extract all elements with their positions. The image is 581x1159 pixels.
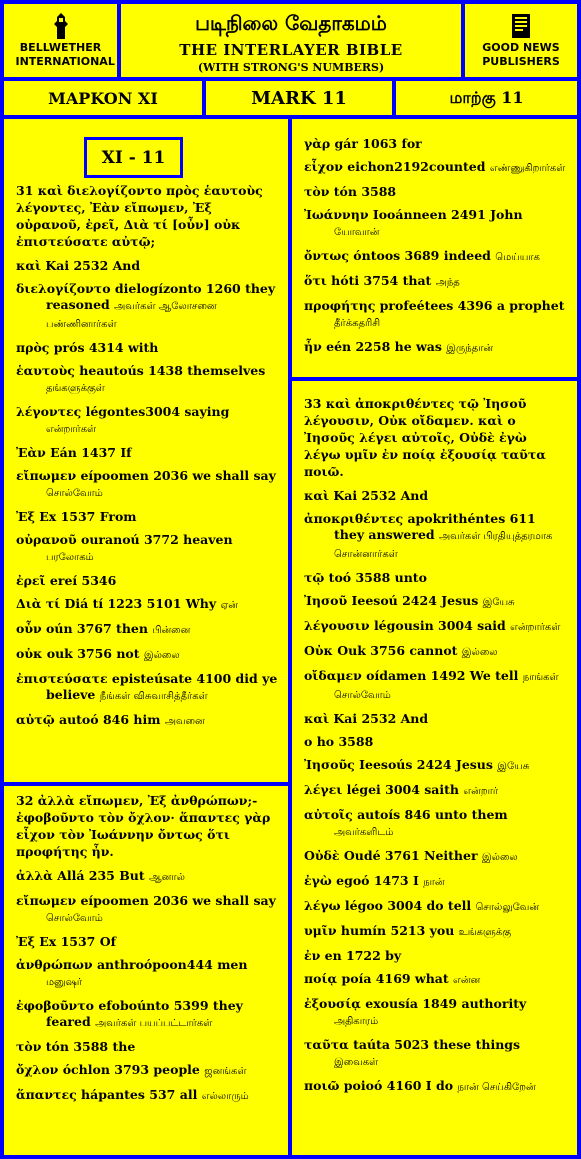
interlinear-entry bbox=[304, 782, 567, 800]
interlinear-entry bbox=[16, 363, 278, 397]
tamil-gloss: பின்னை bbox=[152, 625, 191, 636]
title-english: THE INTERLAYER BIBLE bbox=[179, 41, 403, 59]
tamil-gloss: மெய்யாக bbox=[495, 252, 540, 263]
english-gloss: légei 3004 saith bbox=[346, 782, 460, 797]
english-gloss: apokrithéntes 611 they answered bbox=[334, 511, 536, 542]
greek-word: ταῦτα bbox=[304, 1037, 349, 1052]
greek-word: Ἰησοῦς bbox=[304, 757, 355, 772]
tamil-gloss: இல்லை bbox=[481, 852, 518, 863]
greek-word: ο bbox=[304, 734, 313, 749]
greek-word: εἶχον bbox=[304, 159, 343, 174]
greek-word: λέγουσιν bbox=[304, 618, 370, 633]
tamil-gloss: அவர்கள் பயப்பட்டார்கள் bbox=[95, 1018, 213, 1029]
english-gloss: óntoos 3689 indeed bbox=[353, 248, 491, 263]
tamil-gloss: இருந்தான் bbox=[446, 343, 494, 354]
english-gloss: eípoomen 2036 we shall say bbox=[80, 893, 276, 908]
tamil-gloss: அவர்கள் பிரதியுத்தரமாக சொன்னார்கள் bbox=[334, 531, 553, 560]
book-english: MARK 11 bbox=[206, 81, 392, 115]
entries-list-33 bbox=[304, 488, 567, 1096]
greek-word: Διὰ τί bbox=[16, 596, 61, 611]
interlinear-entry bbox=[16, 468, 278, 502]
greek-word: ὅτι bbox=[304, 273, 327, 288]
greek-word: ἐφοβοῦντο bbox=[16, 998, 94, 1013]
tamil-gloss: என்றார்கள் bbox=[46, 424, 97, 435]
entries-list-32 bbox=[16, 868, 278, 1105]
english-gloss: oún 3767 then bbox=[46, 621, 148, 636]
interlinear-entry bbox=[304, 1078, 567, 1096]
greek-word: ἀλλὰ bbox=[16, 868, 53, 883]
interlinear-entry bbox=[304, 711, 567, 727]
interlinear-entry bbox=[16, 893, 278, 927]
english-gloss: Iooánneen 2491 John bbox=[372, 207, 523, 222]
english-gloss: óchlon 3793 people bbox=[62, 1062, 200, 1077]
interlinear-entry bbox=[16, 934, 278, 950]
english-gloss: heautoús 1438 themselves bbox=[79, 363, 266, 378]
greek-word: γὰρ bbox=[304, 136, 331, 151]
tamil-gloss: இல்லை bbox=[143, 650, 180, 661]
interlinear-entry bbox=[16, 573, 278, 589]
interlinear-entry bbox=[304, 848, 567, 866]
english-gloss: dielogízonto 1260 they reasoned bbox=[46, 281, 276, 312]
greek-word: οὐρανοῦ bbox=[16, 532, 77, 547]
english-gloss: légoo 3004 do tell bbox=[344, 898, 472, 913]
left-bottom-panel bbox=[4, 786, 288, 1155]
greek-word: τὸν bbox=[304, 184, 330, 199]
english-gloss: gár 1063 for bbox=[334, 136, 422, 151]
tamil-gloss: என்ன bbox=[453, 975, 481, 986]
english-gloss: eén 2258 he was bbox=[326, 339, 442, 354]
greek-word: ἐπιστεύσατε bbox=[16, 671, 108, 686]
interlinear-entry bbox=[304, 757, 567, 775]
english-gloss: exousía 1849 authority bbox=[365, 996, 527, 1011]
english-gloss: tón 3588 bbox=[333, 184, 397, 199]
tamil-gloss: இவைகள் bbox=[334, 1057, 379, 1068]
interlinear-entry bbox=[304, 248, 567, 266]
left-logo-text: BELLWETHER INTERNATIONAL bbox=[15, 41, 115, 68]
greek-word: αὐτῷ bbox=[16, 712, 55, 727]
interlinear-entry bbox=[304, 570, 567, 586]
english-gloss: hóti 3754 that bbox=[331, 273, 432, 288]
tamil-gloss: எண்ணுகிறார்கள் bbox=[489, 163, 566, 174]
chapter-label: XI - 11 bbox=[87, 140, 180, 175]
greek-word: ἑαυτοὺς bbox=[16, 363, 75, 378]
title-tamil: படிநிலை வேதாகமம் bbox=[195, 11, 387, 35]
interlinear-entry bbox=[16, 281, 278, 333]
greek-word: εἴπωμεν bbox=[16, 468, 77, 483]
interlinear-entry bbox=[16, 532, 278, 566]
greek-word: ἅπαντες bbox=[16, 1087, 77, 1102]
interlinear-entry bbox=[16, 671, 278, 705]
interlinear-entry bbox=[16, 957, 278, 991]
greek-word: Ἐξ bbox=[16, 509, 35, 524]
english-gloss: episteúsate 4100 did ye believe bbox=[46, 671, 278, 702]
tamil-gloss: சொல்வோம் bbox=[46, 488, 103, 499]
english-gloss: Kai 2532 And bbox=[333, 488, 429, 503]
tamil-gloss: எல்லாரும் bbox=[201, 1091, 249, 1102]
interlinear-entry bbox=[304, 593, 567, 611]
interlinear-entry bbox=[16, 1062, 278, 1080]
tamil-gloss: இயேசு bbox=[482, 597, 515, 608]
greek-word: λέγει bbox=[304, 782, 343, 797]
english-gloss: poía 4169 what bbox=[341, 971, 449, 986]
verse-32-greek: 32 ἀλλὰ εἴπωμεν, Ἐξ ἀνθρώπων;- ἐφοβοῦντο τὸν ὄχλον· ἅπαντες γὰρ εἶχον τὸν Ἰωάννην ὄντως ὅτι προφήτης ἦν. bbox=[16, 793, 271, 859]
tamil-gloss: ஆனால் bbox=[149, 872, 185, 883]
english-gloss: Ieesoús 2424 Jesus bbox=[359, 757, 493, 772]
greek-word: ἀνθρώπων bbox=[16, 957, 93, 972]
interlinear-entry bbox=[304, 996, 567, 1030]
interlinear-entry bbox=[304, 618, 567, 636]
english-gloss: poioó 4160 I do bbox=[343, 1078, 454, 1093]
greek-word: λέγω bbox=[304, 898, 341, 913]
english-gloss: Oudé 3761 Neither bbox=[343, 848, 478, 863]
greek-word: ἦν bbox=[304, 339, 322, 354]
english-gloss: Ieesoú 2424 Jesus bbox=[351, 593, 479, 608]
greek-word: οὐκ bbox=[16, 646, 43, 661]
interlinear-entry bbox=[16, 258, 278, 274]
interlinear-entry bbox=[304, 184, 567, 200]
english-gloss: egoó 1473 I bbox=[336, 873, 419, 888]
tamil-gloss: என்றார் bbox=[463, 786, 499, 797]
left-top-panel bbox=[4, 119, 288, 782]
tamil-gloss: இல்லை bbox=[461, 647, 498, 658]
greek-word: προφήτης bbox=[304, 298, 376, 313]
greek-word: εἴπωμεν bbox=[16, 893, 77, 908]
interlinear-entry bbox=[16, 1039, 278, 1055]
greek-word: Οὐδὲ bbox=[304, 848, 340, 863]
interlinear-entry bbox=[16, 596, 278, 614]
verse-33-greek: 33 καὶ ἀποκριθέντες τῷ Ἰησοῦ λέγουσιν, Οὐκ οἴδαμεν. καὶ ο Ἰησοῦς λέγει αὐτοῖς, Οὐδὲ ἐγὼ λέγω υμῖν ἐν ποίᾳ ἐξουσίᾳ ταῦτα ποιῶ. bbox=[304, 396, 546, 479]
interlinear-entry bbox=[304, 643, 567, 661]
greek-word: Οὐκ bbox=[304, 643, 333, 658]
interlinear-entry bbox=[304, 298, 567, 332]
english-gloss: Diá tí 1223 5101 Why bbox=[64, 596, 217, 611]
greek-word: οὖν bbox=[16, 621, 42, 636]
right-top-panel bbox=[292, 119, 577, 377]
greek-word: καὶ bbox=[304, 488, 330, 503]
interlinear-entry bbox=[304, 807, 567, 841]
english-gloss: oídamen 1492 We tell bbox=[366, 668, 519, 683]
interlinear-entry bbox=[16, 646, 278, 664]
interlinear-entry bbox=[304, 159, 567, 177]
tamil-gloss: நான் செய்கிறேன் bbox=[457, 1082, 536, 1093]
interlinear-entry bbox=[304, 136, 567, 152]
greek-word: λέγοντες bbox=[16, 404, 82, 419]
tamil-gloss: அவனை bbox=[164, 716, 205, 727]
english-gloss: Allá 235 But bbox=[57, 868, 145, 883]
english-gloss: taúta 5023 these things bbox=[353, 1037, 521, 1052]
tamil-gloss: அவர்கள் ஆலோசனை பண்ணினார்கள் bbox=[46, 301, 217, 330]
interlinear-entry bbox=[304, 488, 567, 504]
interlinear-entry bbox=[304, 971, 567, 989]
interlinear-entry bbox=[16, 621, 278, 639]
bellwether-logo-icon bbox=[50, 12, 72, 40]
chapter-label-frame bbox=[84, 137, 183, 178]
interlinear-entry bbox=[304, 273, 567, 291]
english-gloss: tón 3588 the bbox=[45, 1039, 136, 1054]
greek-word: διελογίζοντο bbox=[16, 281, 111, 296]
english-gloss: eípoomen 2036 we shall say bbox=[80, 468, 276, 483]
english-gloss: efoboúnto 5399 they feared bbox=[46, 998, 243, 1029]
english-gloss: légontes3004 saying bbox=[85, 404, 230, 419]
title-block bbox=[121, 4, 461, 77]
greek-word: Ἐὰν bbox=[16, 445, 46, 460]
tamil-gloss: உங்களுக்கு bbox=[458, 927, 512, 938]
english-gloss: Kai 2532 And bbox=[333, 711, 429, 726]
english-gloss: ouk 3756 not bbox=[46, 646, 140, 661]
english-gloss: Kai 2532 And bbox=[45, 258, 141, 273]
interlinear-entry bbox=[16, 509, 278, 525]
english-gloss: toó 3588 unto bbox=[328, 570, 427, 585]
english-gloss: humín 5213 you bbox=[340, 923, 455, 938]
interlinear-entry bbox=[304, 1037, 567, 1071]
entries-list-32-cont bbox=[304, 136, 567, 357]
tamil-gloss: சொல்லுவேன் bbox=[475, 902, 540, 913]
interlinear-entry bbox=[304, 511, 567, 563]
interlinear-entry bbox=[304, 898, 567, 916]
english-gloss: prós 4314 with bbox=[53, 340, 159, 355]
interlinear-entry bbox=[16, 445, 278, 461]
tamil-gloss: நான் bbox=[423, 877, 445, 888]
interlinear-entry bbox=[304, 873, 567, 891]
entries-list-31 bbox=[16, 258, 278, 730]
tamil-gloss: தீர்க்கதரிசி bbox=[334, 318, 381, 329]
tamil-gloss: நாங்கள் சொல்வோம் bbox=[334, 672, 559, 701]
english-gloss: hápantes 537 all bbox=[81, 1087, 198, 1102]
greek-word: Ἰησοῦ bbox=[304, 593, 348, 608]
english-gloss: autoó 846 him bbox=[58, 712, 161, 727]
interlinear-entry bbox=[304, 668, 567, 704]
greek-word: ἐρεῖ bbox=[16, 573, 46, 588]
greek-word: ἐγὼ bbox=[304, 873, 332, 888]
greek-word: ὄντως bbox=[304, 248, 349, 263]
greek-word: οἴδαμεν bbox=[304, 668, 362, 683]
english-gloss: eichon2192counted bbox=[347, 159, 486, 174]
english-gloss: ho 3588 bbox=[316, 734, 374, 749]
greek-word: καὶ bbox=[16, 258, 42, 273]
english-gloss: Ouk 3756 cannot bbox=[337, 643, 458, 658]
english-gloss: autoís 846 unto them bbox=[357, 807, 508, 822]
interlinear-entry bbox=[304, 923, 567, 941]
interlinear-entry bbox=[304, 734, 567, 750]
greek-word: ὄχλον bbox=[16, 1062, 59, 1077]
tamil-gloss: நீங்கள் விசுவாசித்தீர்கள் bbox=[99, 691, 208, 702]
book-greek: MAPKON XI bbox=[4, 81, 202, 115]
tamil-gloss: யோவான் bbox=[334, 227, 380, 238]
tamil-gloss: தங்களுக்குள் bbox=[46, 383, 105, 394]
tamil-gloss: பரலோகம் bbox=[46, 552, 94, 563]
tamil-gloss: ஏன் bbox=[220, 600, 238, 611]
greek-word: ποίᾳ bbox=[304, 971, 338, 986]
english-gloss: anthroópoon444 men bbox=[96, 957, 248, 972]
right-bottom-panel bbox=[292, 381, 577, 1155]
english-gloss: en 1722 by bbox=[324, 948, 402, 963]
english-gloss: légousin 3004 said bbox=[373, 618, 506, 633]
greek-word: Ἐξ bbox=[16, 934, 35, 949]
english-gloss: ereí 5346 bbox=[49, 573, 117, 588]
right-logo-text: GOOD NEWS PUBLISHERS bbox=[482, 41, 560, 68]
english-gloss: Eán 1437 If bbox=[50, 445, 132, 460]
interlinear-entry bbox=[304, 207, 567, 241]
tamil-gloss: இயேசு bbox=[497, 761, 530, 772]
interlinear-entry bbox=[16, 404, 278, 438]
tamil-gloss: சொல்வோம் bbox=[46, 913, 103, 924]
title-subtitle: (WITH STRONG'S NUMBERS) bbox=[197, 61, 385, 74]
tamil-gloss: அந்த bbox=[435, 277, 460, 288]
book-tamil: மாற்கு 11 bbox=[396, 81, 577, 115]
greek-word: ποιῶ bbox=[304, 1078, 340, 1093]
english-gloss: profeétees 4396 a prophet bbox=[379, 298, 565, 313]
greek-word: ἐξουσίᾳ bbox=[304, 996, 361, 1011]
interlinear-entry bbox=[304, 339, 567, 357]
interlinear-entry bbox=[16, 998, 278, 1032]
left-logo bbox=[4, 4, 117, 77]
english-gloss: Ex 1537 Of bbox=[39, 934, 116, 949]
interlinear-entry bbox=[16, 1087, 278, 1105]
english-gloss: ouranoú 3772 heaven bbox=[81, 532, 233, 547]
tamil-gloss: அவர்களிடம் bbox=[334, 827, 394, 838]
tamil-gloss: ஜனங்கள் bbox=[204, 1066, 247, 1077]
greek-word: τῷ bbox=[304, 570, 325, 585]
greek-word: πρὸς bbox=[16, 340, 50, 355]
greek-word: αὐτοῖς bbox=[304, 807, 353, 822]
verse-31-greek: 31 καὶ διελογίζοντο πρὸς ἑαυτοὺς λέγοντες, Ἐὰν εἴπωμεν, Ἐξ οὐρανοῦ, ἐρεῖ, Διὰ τί [οὖν] οὐκ ἐπιστεύσατε αὐτῷ; bbox=[16, 183, 263, 249]
good-news-logo-icon bbox=[510, 12, 532, 40]
right-logo bbox=[465, 4, 577, 77]
greek-word: ἐν bbox=[304, 948, 321, 963]
greek-word: υμῖν bbox=[304, 923, 337, 938]
english-gloss: Ex 1537 From bbox=[39, 509, 137, 524]
interlinear-entry bbox=[304, 948, 567, 964]
tamil-gloss: என்றார்கள் bbox=[510, 622, 561, 633]
interlinear-entry bbox=[16, 868, 278, 886]
greek-word: ἀποκριθέντες bbox=[304, 511, 404, 526]
interlinear-entry bbox=[16, 340, 278, 356]
greek-word: Ἰωάννην bbox=[304, 207, 369, 222]
tamil-gloss: அதிகாரம் bbox=[334, 1016, 379, 1027]
tamil-gloss: மனுஷர் bbox=[46, 977, 83, 988]
greek-word: τὸν bbox=[16, 1039, 42, 1054]
greek-word: καὶ bbox=[304, 711, 330, 726]
interlinear-entry bbox=[16, 712, 278, 730]
